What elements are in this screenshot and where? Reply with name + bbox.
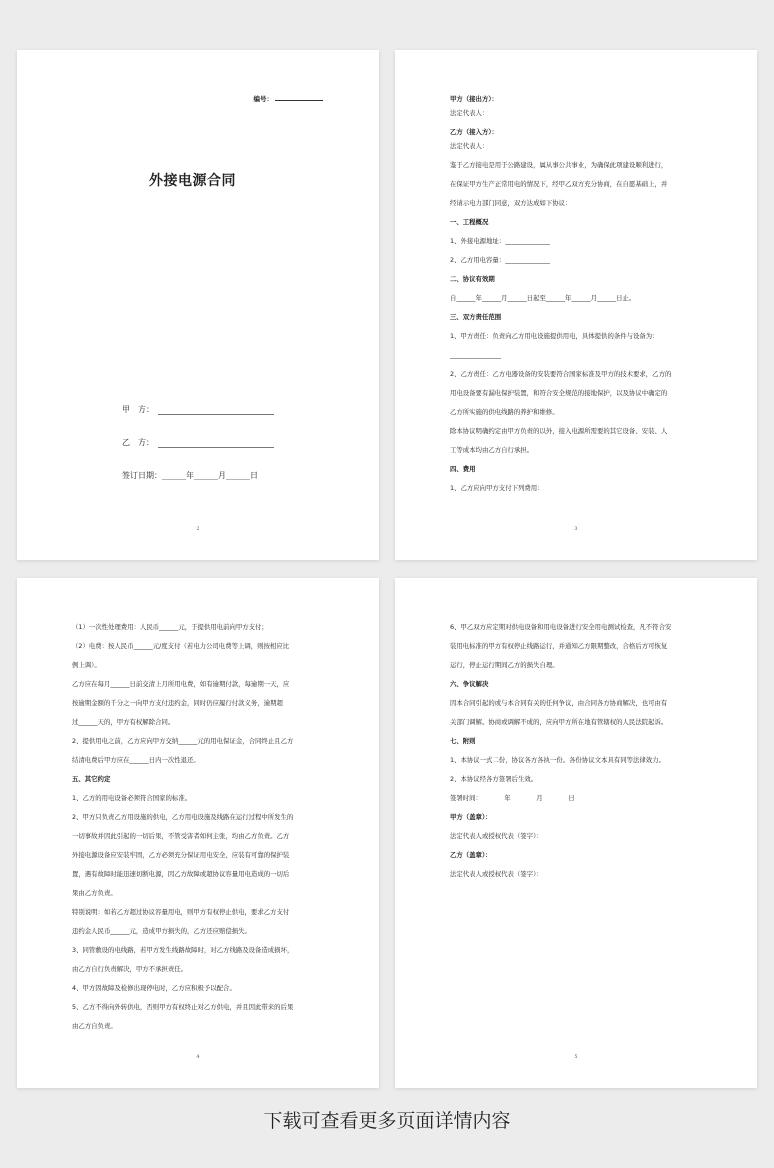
text-line: 法定代表人： bbox=[450, 142, 489, 150]
text-line: 乙方应在每月______日前交清上月所用电费，如有逾期付款，每逾期一天，应 bbox=[72, 680, 290, 688]
text-line: 装用电标准的甲方有权停止线路运行，并通知乙方限期整改，合格后方可恢复 bbox=[450, 642, 668, 650]
text-line: 1、本协议一式二份，协议各方各执一份。各份协议文本具有同等法律效力。 bbox=[450, 756, 665, 764]
section-heading: 六、争议解决 bbox=[450, 680, 489, 688]
text-line: 1、外接电源地址：______________ bbox=[450, 237, 550, 245]
page-number: 4 bbox=[196, 1054, 200, 1060]
page-cover bbox=[17, 50, 379, 560]
text-line: 过______天的，甲方有权解除合同。 bbox=[72, 718, 175, 726]
page-5 bbox=[395, 578, 757, 1088]
text-line: 按逾期金额的千分之一向甲方支付违约金，同时仍应履行付款义务，逾期超 bbox=[72, 699, 283, 707]
page-3-body bbox=[450, 95, 712, 503]
text-line: 果由乙方负责。 bbox=[72, 889, 117, 897]
section-heading: 三、双方责任范围 bbox=[450, 313, 502, 321]
text-line: 置，遇有故障时能迅速切断电源，因乙方故障或超协议容量用电造成的一切后 bbox=[72, 870, 290, 878]
text-line: 因本合同引起的或与本合同有关的任何争议，由合同各方协商解决，也可由有 bbox=[450, 699, 668, 707]
party-b-line bbox=[122, 437, 274, 448]
text-line: 在保证甲方生产正常用电的情况下，经甲乙双方充分协商，在自愿基础上，并 bbox=[450, 180, 668, 188]
text-line: 关部门调解。协商或调解不成的，应向甲方所在地有管辖权的人民法院起诉。 bbox=[450, 718, 668, 726]
party-a-label: 甲 方： bbox=[122, 405, 154, 414]
text-line: （1）一次性处理费用：人民币______元，于提供用电前向甲方支付； bbox=[72, 623, 268, 631]
text-line: 经请示电力部门同意，双方达成如下协议： bbox=[450, 199, 572, 207]
text-line: 2、本协议经各方签署后生效。 bbox=[450, 775, 538, 783]
text-line: 1、乙方应向甲方支付下列费用： bbox=[450, 484, 544, 492]
text-line: 由乙方自负责。 bbox=[72, 1022, 117, 1030]
text-line: 2、甲方只负责乙方用设施的供电，乙方用电设施及线路在运行过程中所发生的 bbox=[72, 813, 294, 821]
sign-date-line: 签订日期：______年______月______日 bbox=[122, 471, 258, 480]
party-b-blank bbox=[158, 439, 274, 448]
text-line: 鉴于乙方接电是用于公路建设，属从事公共事业，为确保此项建设顺利进行， bbox=[450, 161, 668, 169]
text-line: 签署时间： 年 月 日 bbox=[450, 794, 575, 802]
text-line: 5、乙方不得向外转供电，否则甲方有权终止对乙方供电，并且因此带来的后果 bbox=[72, 1003, 294, 1011]
text-line: 例上调）。 bbox=[72, 661, 101, 669]
contract-number-label: 编号： bbox=[253, 95, 273, 103]
text-line: 外接电源设备应安装牢固，乙方必须充分保证用电安全，应装有可靠的保护装 bbox=[72, 851, 290, 859]
section-heading: 五、其它约定 bbox=[72, 775, 111, 783]
section-heading: 乙方（盖章）： bbox=[450, 851, 492, 859]
page-5-body bbox=[450, 623, 712, 889]
text-line: 运行，停止运行期间乙方的损失自理。 bbox=[450, 661, 559, 669]
page-4-body bbox=[72, 623, 334, 1041]
page-4 bbox=[17, 578, 379, 1088]
text-line: 自______年______月______日起至______年______月______日止。 bbox=[450, 294, 636, 302]
page-number: 3 bbox=[574, 526, 578, 532]
text-line: 4、甲方因故障及检修出现停电时，乙方应积极予以配合。 bbox=[72, 984, 236, 992]
footer-caption: 下载可查看更多页面详情内容 bbox=[263, 1110, 511, 1132]
text-line: 除本协议明确约定由甲方负责的以外，接入电源所需要的其它设备、安装、人 bbox=[450, 427, 668, 435]
page-number: 5 bbox=[574, 1054, 578, 1060]
section-heading: 二、协议有效期 bbox=[450, 275, 495, 283]
text-line: ________________ bbox=[450, 351, 502, 359]
text-line: 违约金人民币______元，造成甲方损失的，乙方还应赔偿损失。 bbox=[72, 927, 251, 935]
text-line: 一切事故并因此引起的一切后果，不管受害者如何主张，均由乙方负责。乙方 bbox=[72, 832, 290, 840]
text-line: 乙方所实施的供电线路的养护和维修。 bbox=[450, 408, 559, 416]
text-line: 1、甲方责任：负责向乙方用电设施提供用电，具体提供的条件与设备为： bbox=[450, 332, 659, 340]
section-heading: 甲方（接出方）： bbox=[450, 95, 498, 103]
party-a-line bbox=[122, 404, 274, 415]
section-heading: 一、工程概况 bbox=[450, 218, 489, 226]
text-line: 2、乙方责任：乙方电器设备的安装要符合国家标准及甲方的技术要求，乙方的 bbox=[450, 370, 672, 378]
text-line: 1、乙方的用电设备必须符合国家的标准。 bbox=[72, 794, 192, 802]
text-line: 特别说明：如若乙方超过协议容量用电，则甲方有权停止供电，要求乙方支付 bbox=[72, 908, 290, 916]
text-line: 2、提供用电之前，乙方应向甲方交纳______元的用电保证金，合同终止且乙方 bbox=[72, 737, 294, 745]
party-a-blank bbox=[158, 406, 274, 415]
contract-number bbox=[254, 94, 324, 103]
text-line: （2）电费：按人民币______元/度支付（若电力公司电费等上调，则按相应比 bbox=[72, 642, 290, 650]
section-heading: 四、费用 bbox=[450, 465, 476, 473]
contract-title: 外接电源合同 bbox=[149, 173, 236, 189]
section-heading: 甲方（盖章）： bbox=[450, 813, 492, 821]
text-line: 法定代表人： bbox=[450, 109, 489, 117]
section-heading: 七、附则 bbox=[450, 737, 476, 745]
text-line: 结清电费后甲方应在______日内一次性退还。 bbox=[72, 756, 200, 764]
contract-number-blank bbox=[275, 100, 323, 101]
party-b-label: 乙 方： bbox=[122, 438, 154, 447]
section-heading: 乙方（接入方）： bbox=[450, 128, 498, 136]
page-number: 2 bbox=[196, 526, 200, 532]
text-line: 用电设备要有漏电保护装置，和符合安全规范的接地保护，以及协议中确定的 bbox=[450, 389, 668, 397]
text-line: 法定代表人或授权代表（签字）： bbox=[450, 870, 543, 878]
text-line: 法定代表人或授权代表（签字）： bbox=[450, 832, 543, 840]
page-3 bbox=[395, 50, 757, 560]
text-line: 2、乙方用电容量：______________ bbox=[450, 256, 550, 264]
text-line: 工等成本均由乙方自行承担。 bbox=[450, 446, 534, 454]
text-line: 6、甲乙双方应定期对供电设备和用电设备进行安全用电测试检查，凡不符合安 bbox=[450, 623, 672, 631]
text-line: 3、同管敷设的电线路，若甲方发生线路故障时，对乙方线路及设备造成损坏， bbox=[72, 946, 294, 954]
text-line: 由乙方自行负责解决，甲方不承担责任。 bbox=[72, 965, 188, 973]
